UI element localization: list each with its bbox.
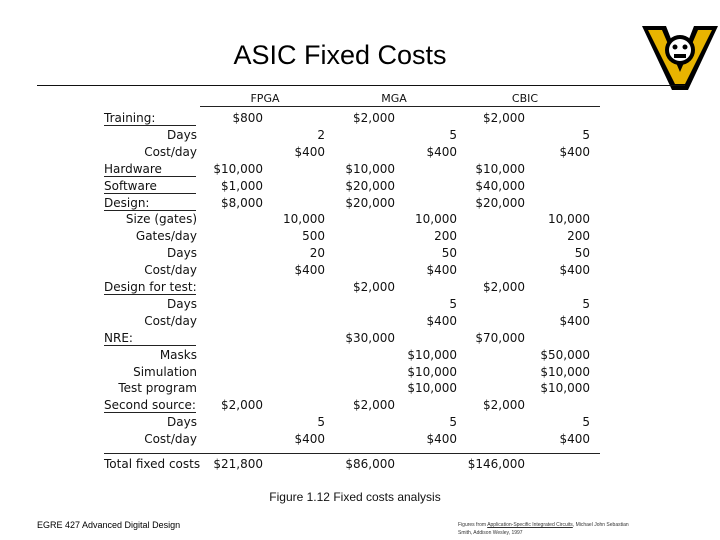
row-label: Masks [159, 347, 197, 362]
cell-mga: $10,000 [407, 364, 457, 379]
row-label: Cost/day [144, 144, 197, 159]
cell-mga: $400 [426, 263, 457, 278]
cell-cbic: 200 [567, 229, 590, 244]
cell-mga: $400 [426, 144, 457, 159]
row-label: Cost/day [144, 313, 197, 328]
cell-fpga: 5 [317, 415, 325, 430]
slide-title: ASIC Fixed Costs [233, 40, 447, 70]
cell-mga: $20,000 [345, 178, 395, 193]
row-label: Cost/day [144, 263, 197, 278]
cell-mga: $2,000 [353, 398, 395, 413]
column-header-mga: MGA [381, 92, 407, 105]
row-label: Days [167, 296, 197, 311]
cell-fpga: $1,000 [221, 178, 263, 193]
row-label: Days [167, 127, 197, 142]
row-label: NRE: [104, 330, 133, 345]
course-name: EGRE 427 Advanced Digital Design [37, 520, 181, 530]
cell-cbic: $2,000 [483, 111, 525, 125]
cell-cbic: 50 [574, 246, 590, 261]
cell-cbic: $400 [559, 263, 590, 278]
source-prefix: Figures from [458, 522, 488, 528]
cell-cbic: 10,000 [548, 212, 590, 227]
column-header-cbic: CBIC [511, 92, 539, 105]
row-label: Software [104, 178, 157, 193]
header-rule [200, 106, 600, 107]
cell-cbic: $50,000 [540, 347, 590, 362]
row-label: Days [167, 246, 197, 261]
total-rule [104, 453, 600, 454]
source-line2: Smith, Addison Wesley, 1997 [458, 530, 523, 536]
row-label: Design: [104, 195, 150, 210]
section-underline [104, 294, 196, 295]
cell-fpga: $800 [232, 111, 263, 125]
cell-mga: $400 [426, 313, 457, 328]
section-underline [104, 345, 196, 346]
cell-fpga: $400 [294, 263, 325, 278]
row-label: Days [167, 415, 197, 430]
cell-fpga: $8,000 [221, 195, 263, 210]
figure-source [458, 521, 718, 537]
title-divider [37, 85, 685, 86]
row-label: Size (gates) [125, 212, 197, 227]
university-logo [640, 20, 720, 92]
cell-cbic: $2,000 [483, 280, 525, 294]
source-suffix: , Michael John Sebastian [572, 522, 629, 528]
cell-cbic: 5 [582, 415, 590, 430]
cell-fpga: 2 [317, 127, 325, 142]
cell-cbic: $10,000 [540, 381, 590, 396]
cell-cbic: $2,000 [483, 398, 525, 413]
cell-mga: 200 [434, 229, 457, 244]
cell-cbic: $40,000 [475, 178, 525, 193]
cell-mga: $2,000 [353, 111, 395, 125]
cell-cbic: $146,000 [467, 457, 525, 471]
row-label: Design for test: [104, 280, 197, 294]
column-header-fpga: FPGA [250, 92, 280, 105]
cell-mga: 5 [449, 415, 457, 430]
cell-mga: $2,000 [353, 280, 395, 294]
row-label: Test program [118, 381, 197, 396]
cell-cbic: 5 [582, 127, 590, 142]
cell-fpga: $21,800 [213, 457, 263, 471]
cell-fpga: 500 [302, 229, 325, 244]
cell-mga: $20,000 [345, 195, 395, 210]
cell-fpga: 20 [309, 246, 325, 261]
cell-cbic: $70,000 [475, 330, 525, 345]
row-label: Total fixed costs [104, 457, 201, 471]
row-label: Simulation [133, 364, 197, 379]
fixed-costs-table [97, 88, 607, 484]
row-label: Gates/day [135, 229, 197, 244]
cell-mga: $30,000 [345, 330, 395, 345]
source-book: Application-Specific Integrated Circuits [487, 522, 573, 528]
cell-cbic: $400 [559, 432, 590, 447]
cell-fpga: $400 [294, 432, 325, 447]
cell-mga: 5 [449, 296, 457, 311]
cell-mga: 50 [441, 246, 457, 261]
row-label: Hardware [104, 161, 162, 176]
cell-cbic: $20,000 [475, 195, 525, 210]
cell-mga: $10,000 [345, 161, 395, 176]
cell-mga: $86,000 [345, 457, 395, 471]
row-label: Cost/day [144, 432, 197, 447]
cell-mga: $400 [426, 432, 457, 447]
cell-fpga: 10,000 [283, 212, 325, 227]
cell-cbic: $10,000 [540, 364, 590, 379]
row-label: Training: [104, 111, 156, 125]
cell-cbic: $400 [559, 144, 590, 159]
cell-cbic: 5 [582, 296, 590, 311]
cell-fpga: $10,000 [213, 161, 263, 176]
cell-mga: $10,000 [407, 381, 457, 396]
cell-mga: 5 [449, 127, 457, 142]
cell-cbic: $10,000 [475, 161, 525, 176]
cell-mga: 10,000 [415, 212, 457, 227]
cell-fpga: $400 [294, 144, 325, 159]
cell-fpga: $2,000 [221, 398, 263, 413]
cell-mga: $10,000 [407, 347, 457, 362]
cell-cbic: $400 [559, 313, 590, 328]
figure-caption: Figure 1.12 Fixed costs analysis [269, 490, 441, 504]
row-label: Second source: [104, 398, 196, 413]
